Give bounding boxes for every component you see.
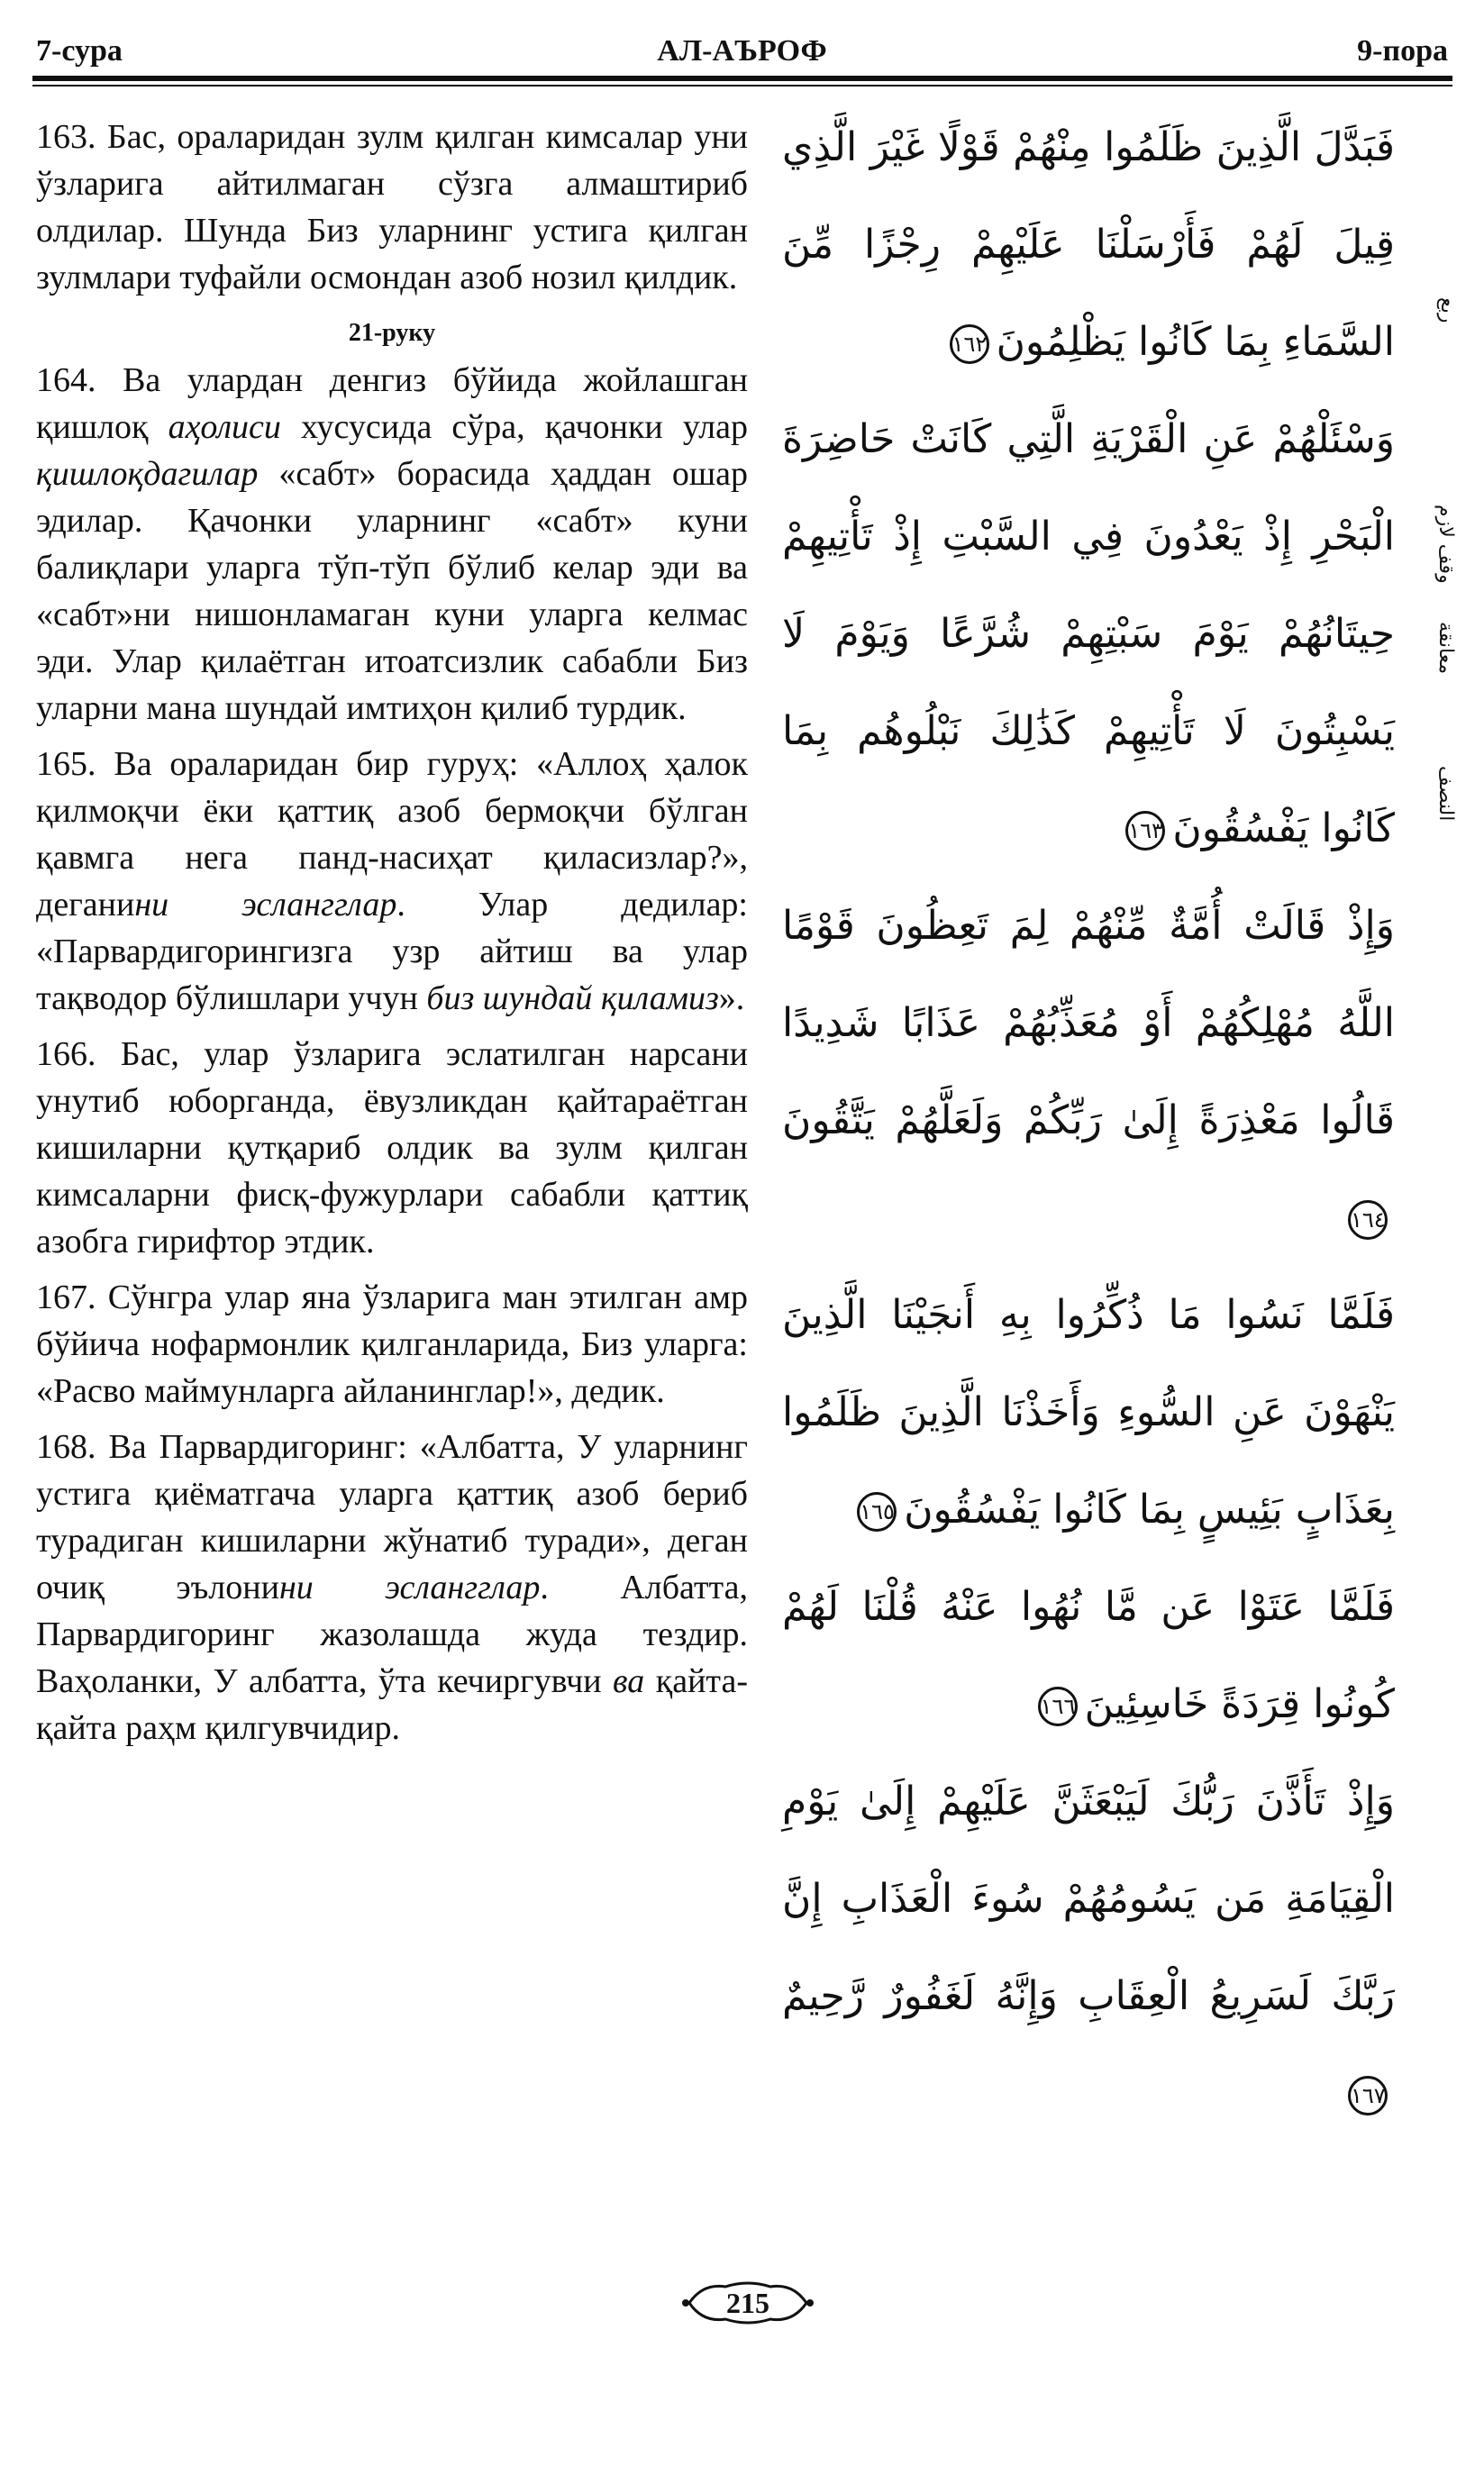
ayah-166: فَلَمَّا نَسُوا مَا ذُكِّرُوا بِهِ أَنجَيْنَا الَّذِينَ يَنْهَوْنَ عَنِ السُّوءِ وَأَخَذْنَا الَّذِينَ ظَلَمُوا بِعَذَابٍ بَئِيسٍ بِمَا كَانُوا يَفْسُقُونَ١٦٥ (782, 1292, 1395, 1533)
ayah-165: وَإِذْ قَالَتْ أُمَّةٌ مِّنْهُمْ لِمَ تَعِظُونَ قَوْمًا اللَّهُ مُهْلِكُهُمْ أَوْ مُعَذِّبُهُمْ عَذَابًا شَدِيدًا قَالُوا مَعْذِرَةً إِلَىٰ رَبِّكُمْ وَلَعَلَّهُمْ يَتَّقُونَ١٦٤ (782, 878, 1395, 1267)
ayah-163: فَبَدَّلَ الَّذِينَ ظَلَمُوا مِنْهُمْ قَوْلًا غَيْرَ الَّذِي قِيلَ لَهُمْ فَأَرْسَلْنَا عَلَيْهِمْ رِجْزًا مِّنَ السَّمَاءِ بِمَا كَانُوا يَظْلِمُونَ١٦٢ (782, 124, 1395, 365)
verse-168: 168. Ва Парвардигоринг: «Албатта, У уларнинг устига қиёматгача уларга қаттиқ азоб бериб турадиган кишиларни жўнатиб туради», деган очиқ эълонини эслангглар. Албатта, Парвардигоринг жазолашда жуда тездир. Ваҳоланки, У албатта, ўта кечиргувчи ва қайта-қайта раҳм қилгувчидир. (36, 1428, 748, 1747)
header-rule-thin (32, 85, 1452, 86)
ayah-number: ١٦٤ (1348, 1200, 1388, 1240)
header-title: АЛ-АЪРОФ (657, 34, 827, 68)
margin-marker-rub: ربع (1436, 297, 1459, 323)
ayah-164: وَسْئَلْهُمْ عَنِ الْقَرْيَةِ الَّتِي كَانَتْ حَاضِرَةَ الْبَحْرِ إِذْ يَعْدُونَ فِي السَّبْتِ إِذْ تَأْتِيهِمْ حِيتَانُهُمْ يَوْمَ سَبْتِهِمْ شُرَّعًا وَيَوْمَ لَا يَسْبِتُونَ لَا تَأْتِيهِمْ كَذَٰلِكَ نَبْلُوهُم بِمَا كَانُوا يَفْسُقُونَ١٦٣ (782, 416, 1395, 851)
ayah-number: ١٦٣ (1125, 811, 1165, 851)
translation-column (36, 114, 748, 1761)
section-title: 21-руку (348, 319, 436, 347)
header-surah: 7-сура (36, 34, 123, 68)
page-number-ornament (680, 2278, 815, 2328)
verse-165: 165. Ва ораларидан бир гуруҳ: «Аллоҳ ҳалок қилмоқчи ёки қаттиқ азоб бермоқчи бўлган қавмга нега панд-насиҳат қиласизлар?», деганини эслангглар. Улар дедилар: «Парвардигорингизга узр айтиш ва улар тақводор бўлишлари учун биз шундай қиламиз». (36, 745, 748, 1017)
ayah-number: ١٦٦ (1038, 1687, 1078, 1726)
verse-166: 166. Бас, улар ўзларига эслатилган нарсани унутиб юборганда, ёвузликдан қайтараётган кишиларни қутқариб олдик ва зулм қилган кимсаларни фисқ-фужурлари сабабли қаттиқ азобга гирифтор этдик. (36, 1035, 748, 1260)
ayah-number: ١٦٧ (1348, 2076, 1388, 2116)
verse-167: 167. Сўнгра улар яна ўзларига ман этилган амр бўйича нофармонлик қилганларида, Биз уларга: «Расво маймунларга айланинглар!», дедик. (36, 1278, 748, 1410)
header-juz: 9-пора (1357, 34, 1448, 68)
ayah-168: وَإِذْ تَأَذَّنَ رَبُّكَ لَيَبْعَثَنَّ عَلَيْهِمْ إِلَىٰ يَوْمِ الْقِيَامَةِ مَن يَسُومُهُمْ سُوءَ الْعَذَابِ إِنَّ رَبَّكَ لَسَرِيعُ الْعِقَابِ وَإِنَّهُ لَغَفُورٌ رَّحِيمٌ١٦٧ (782, 1753, 1395, 2143)
verse-163: 163. Бас, ораларидан зулм қилган кимсалар уни ўзларига айтилмаган сўзга алмаштириб олдилар. Шунда Биз уларнинг устига қилган зулмлари туфайли осмондан азоб нозил қилдик. (36, 118, 748, 296)
header-rule (32, 76, 1452, 81)
margin-marker-waqf: وقف لازم (1434, 505, 1457, 584)
ayah-number: ١٦٥ (857, 1492, 897, 1532)
margin-marker-nisf: النصف (1434, 766, 1457, 822)
arabic-column (782, 99, 1395, 2143)
ayah-number: ١٦٢ (950, 324, 989, 364)
ayah-167: فَلَمَّا عَتَوْا عَن مَّا نُهُوا عَنْهُ قُلْنَا لَهُمْ كُونُوا قِرَدَةً خَاسِئِينَ١٦٦ (782, 1584, 1395, 1727)
verse-164: 164. Ва улардан денгиз бўйида жойлашган қишлоқ аҳолиси хусусида сўра, қачонки улар қишлоқдагилар «сабт» борасида ҳаддан ошар эдилар. Қачонки уларнинг «сабт» куни балиқлари уларга тўп-тўп бўлиб келар эди ва «сабт»ни нишонламаган куни уларга келмас эди. Улар қилаётган итоатсизлик сабабли Биз уларни мана шундай имтиҳон қилиб турдик. (36, 361, 748, 727)
page-number: 215 (726, 2287, 769, 2319)
margin-marker-muanaqa: معانقة (1434, 622, 1457, 675)
